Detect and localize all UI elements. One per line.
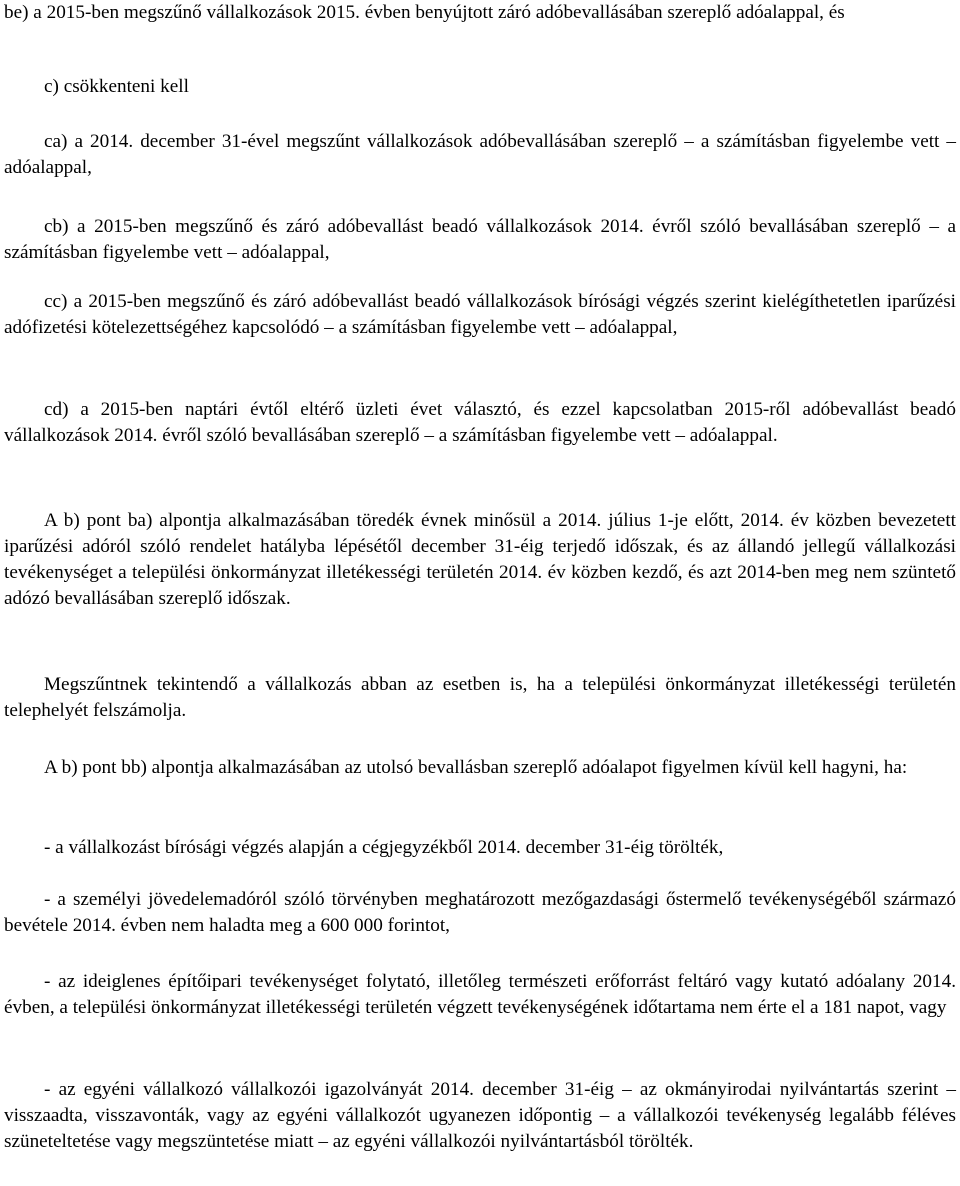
paragraph-c: c) csökkenteni kell (44, 76, 189, 97)
list-item-ostermelo: - a személyi jövedelemadóról szóló törvényben meghatározott mezőgazdasági őstermelő tevékenységéből származó bevétele 2014. évben nem haladta meg a 600 000 forintot, (4, 889, 956, 936)
paragraph-cc: cc) a 2015-ben megszűnő és záró adóbevallást beadó vállalkozások bírósági végzés szerint kielégíthetetlen iparűzési adófizetési kötelezettségéhez kapcsolódó – a számításban figyelembe vett – adóalappal, (4, 291, 956, 338)
paragraph-ca: ca) a 2014. december 31-ével megszűnt vállalkozások adóbevallásában szereplő – a számításban figyelembe vett – adóalappal, (4, 131, 956, 178)
paragraph-megszunt: Megszűntnek tekintendő a vállalkozás abban az esetben is, ha a települési önkormányzat illetékességi területén telephelyét felszámolja. (4, 674, 956, 721)
list-item-epitoipari: - az ideiglenes építőipari tevékenységet folytató, illetőleg természeti erőforrást feltáró vagy kutató adóalany 2014. évben, a települési önkormányzat illetékességi területén végzett tevékenységének időtartama nem érte el a 181 napot, vagy (4, 971, 956, 1018)
paragraph-cd: cd) a 2015-ben naptári évtől eltérő üzleti évet választó, és ezzel kapcsolatban 2015-ről adóbevallást beadó vállalkozások 2014. évről szóló bevallásában szereplő – a számításban figyelembe vett – adóalappal. (4, 399, 956, 446)
list-item-cegjegyzek: - a vállalkozást bírósági végzés alapján a cégjegyzékből 2014. december 31-éig törölték, (44, 837, 724, 858)
paragraph-be: be) a 2015-ben megszűnő vállalkozások 2015. évben benyújtott záró adóbevallásában szereplő adóalappal, és (4, 2, 845, 23)
paragraph-cb: cb) a 2015-ben megszűnő és záró adóbevallást beadó vállalkozások 2014. évről szóló bevallásában szereplő – a számításban figyelembe vett – adóalappal, (4, 216, 956, 263)
list-item-egyeni-vallalkozo: - az egyéni vállalkozó vállalkozói igazolványát 2014. december 31-éig – az okmányirodai nyilvántartás szerint – visszaadta, visszavonták, vagy az egyéni vállalkozót ugyanezen időpontig – a vállalkozói tevékenység legalább féléves szüneteltetése vagy megszüntetése miatt – az egyéni vállalkozói nyilvántartásból törölték. (4, 1079, 956, 1152)
paragraph-tored-ev: A b) pont ba) alpontja alkalmazásában töredék évnek minősül a 2014. július 1-je előtt, 2014. év közben bevezetett iparűzési adóról szóló rendelet hatályba lépésétől december 31-éig terjedő időszak, és az állandó jellegű vállalkozási tevékenységet a települési önkormányzat illetékességi területén 2014. év közben kezdő, és azt 2014-ben meg nem szüntető adózó bevallásában szereplő időszak. (4, 510, 956, 609)
paragraph-bb-alpont: A b) pont bb) alpontja alkalmazásában az utolsó bevallásban szereplő adóalapot figyelmen kívül kell hagyni, ha: (44, 757, 908, 778)
